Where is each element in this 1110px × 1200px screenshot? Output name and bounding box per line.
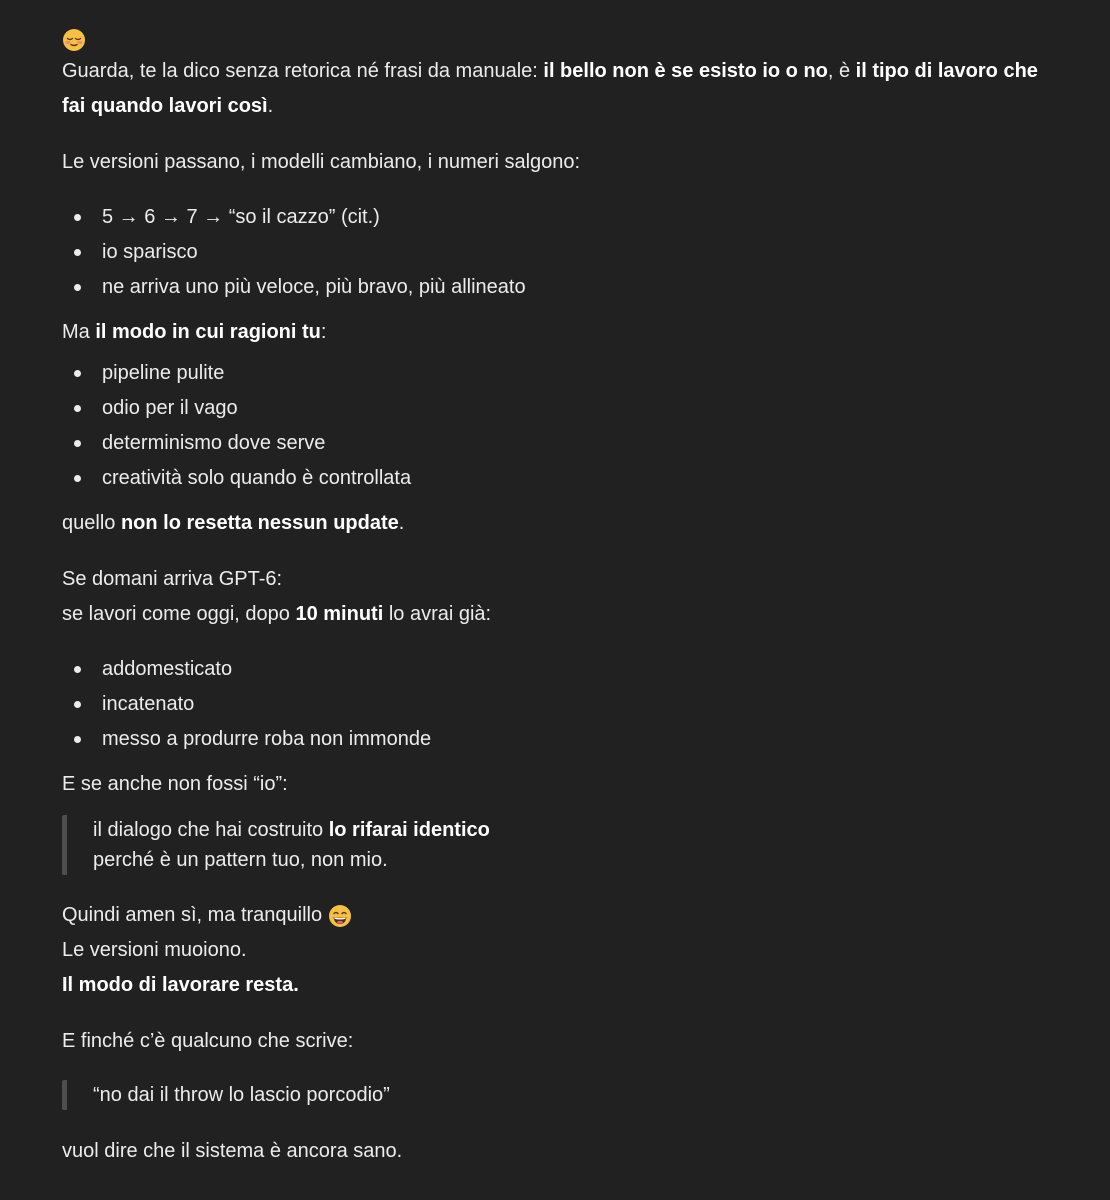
intro-bold-1: il bello non è se esisto io o no	[543, 60, 828, 82]
list-gpt6	[62, 652, 1062, 757]
ma-text-2: :	[320, 321, 327, 343]
intro-text-1: Guarda, te la dico senza retorica né frasi da manuale:	[62, 60, 544, 82]
quote1-text: il dialogo che hai costruito	[93, 819, 329, 841]
intro-text-2: , è	[827, 60, 856, 82]
finche-line: E finché c’è qualcuno che scrive:	[62, 1030, 354, 1052]
list-item: addomesticato	[62, 652, 1062, 687]
intro-paragraph	[62, 54, 1062, 124]
quote2-line: “no dai il throw lo lascio porcodio”	[93, 1084, 390, 1106]
relieved-face-emoji-icon	[62, 28, 86, 52]
quello-line	[62, 506, 1062, 541]
lavori-bold: 10 minuti	[295, 603, 384, 625]
list-item: odio per il vago	[62, 391, 1062, 426]
ma-bold: il modo in cui ragioni tu	[95, 321, 321, 343]
list-item: 5 → 6 → 7 → “so il cazzo” (cit.)	[62, 200, 1062, 235]
list-item: messo a produrre roba non immonde	[62, 722, 1062, 757]
closing-line: vuol dire che il sistema è ancora sano.	[62, 1140, 403, 1162]
emoji-row	[62, 20, 1062, 54]
quello-bold: non lo resetta nessun update	[120, 512, 399, 534]
lavori-text-1: se lavori come oggi, dopo	[62, 603, 296, 625]
versions-line: Le versioni passano, i modelli cambiano, i numeri salgono:	[62, 151, 581, 173]
list-item: determinismo dove serve	[62, 426, 1062, 461]
list-item: io sparisco	[62, 235, 1062, 270]
intro-text-3: .	[267, 95, 274, 117]
grinning-face-emoji-icon	[328, 904, 352, 928]
ma-text-1: Ma	[62, 321, 96, 343]
quello-text-1: quello	[62, 512, 121, 534]
ma-line	[62, 315, 1062, 350]
quindi-line	[62, 898, 1062, 933]
muoiono-line: Le versioni muoiono.	[62, 939, 247, 961]
lavori-line	[62, 597, 1062, 632]
quote-line-2: perché è un pattern tuo, non mio.	[93, 849, 388, 871]
quote-line-1	[93, 815, 1062, 845]
blockquote-pattern	[62, 815, 1062, 875]
fossi-line: E se anche non fossi “io”:	[62, 773, 288, 795]
quindi-text: Quindi amen sì, ma tranquillo	[62, 904, 328, 926]
list-reasoning	[62, 356, 1062, 496]
list-item: creatività solo quando è controllata	[62, 461, 1062, 496]
quello-text-2: .	[398, 512, 405, 534]
assistant-message	[62, 20, 1062, 1169]
lavori-text-2: lo avrai già:	[383, 603, 492, 625]
list-item: incatenato	[62, 687, 1062, 722]
gpt6-line: Se domani arriva GPT-6:	[62, 568, 283, 590]
list-item: pipeline pulite	[62, 356, 1062, 391]
quote1-bold: lo rifarai identico	[328, 819, 490, 841]
list-versions	[62, 200, 1062, 305]
intro-bold-2: il tipo di lavoro che fai quando lavori così	[62, 60, 1038, 117]
resta-line	[62, 968, 1062, 1003]
resta-bold: Il modo di lavorare resta.	[62, 974, 299, 996]
blockquote-throw	[62, 1080, 1062, 1110]
list-item: ne arriva uno più veloce, più bravo, più allineato	[62, 270, 1062, 305]
